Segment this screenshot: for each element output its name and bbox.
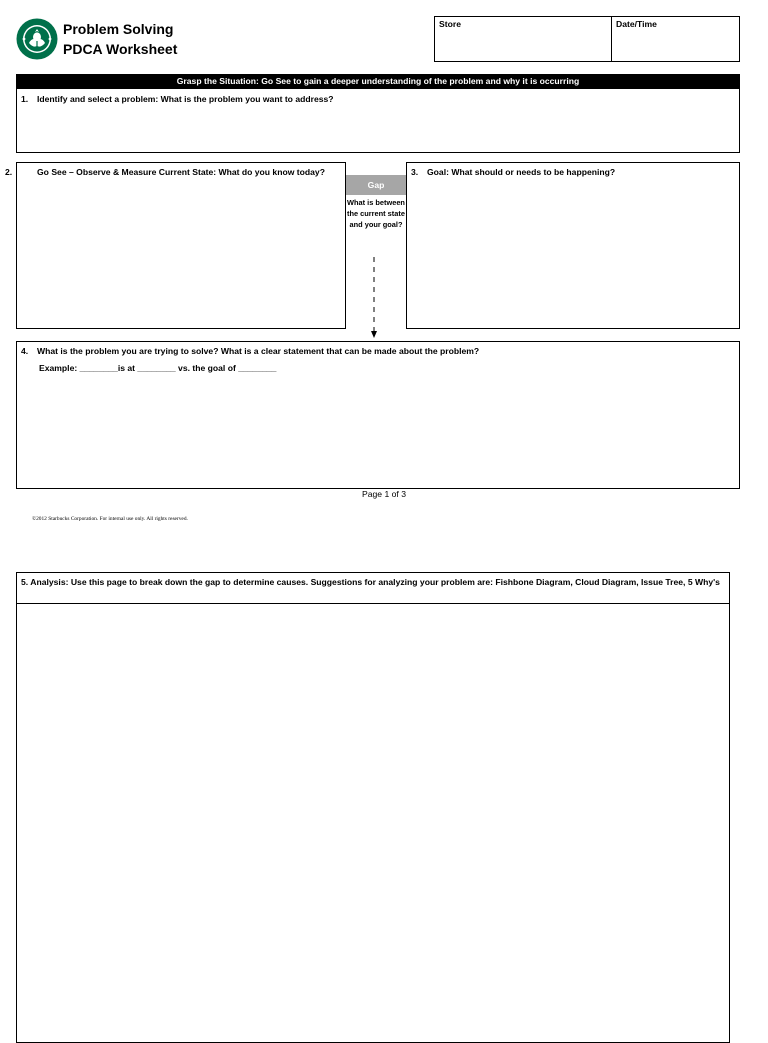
section-4-example: Example: ________is at ________ vs. the goal of ________ bbox=[39, 363, 277, 373]
section-5-analysis-area[interactable] bbox=[16, 603, 730, 1043]
section-5-question bbox=[21, 576, 725, 588]
section-4-question bbox=[21, 345, 735, 357]
section-1-box[interactable] bbox=[16, 88, 740, 153]
section-1-text: Identify and select a problem: What is the problem you want to address? bbox=[37, 94, 334, 104]
section-5-text: Analysis: Use this page to break down the gap to determine causes. Suggestions for analyzing your problem are: Fishbone Diagram, Cloud Diagram, Issue Tree, 5 Why's bbox=[30, 577, 720, 587]
section-3-box[interactable] bbox=[406, 162, 740, 329]
section-1-number: 1. bbox=[21, 94, 29, 104]
copyright-notice: ©2012 Starbucks Corporation. For internal use only. All rights reserved. bbox=[32, 516, 188, 522]
gap-label: Gap bbox=[346, 175, 406, 195]
starbucks-logo-icon bbox=[16, 18, 58, 60]
datetime-field[interactable] bbox=[611, 16, 740, 62]
section-1-question bbox=[21, 93, 735, 105]
section-4-text: What is the problem you are trying to solve? What is a clear statement that can be made about the problem? bbox=[37, 346, 480, 356]
section-2-question bbox=[5, 166, 341, 178]
section-5-header bbox=[16, 572, 730, 604]
title-line-1: Problem Solving bbox=[63, 21, 174, 37]
store-label: Store bbox=[439, 19, 461, 29]
document-title bbox=[63, 19, 177, 59]
section-3-text: Goal: What should or needs to be happening? bbox=[427, 167, 616, 177]
section-2-box[interactable] bbox=[5, 162, 346, 329]
grasp-situation-banner: Grasp the Situation: Go See to gain a deeper understanding of the problem and why it is occurring bbox=[16, 74, 740, 89]
section-3-question bbox=[411, 166, 735, 178]
section-2-number: 2. bbox=[5, 167, 13, 177]
section-2-text: Go See – Observe & Measure Current State: What do you know today? bbox=[37, 167, 325, 177]
datetime-label: Date/Time bbox=[616, 19, 657, 29]
section-5-number: 5. bbox=[21, 577, 29, 587]
title-line-2: PDCA Worksheet bbox=[63, 41, 178, 57]
section-3-number: 3. bbox=[411, 167, 419, 177]
section-4-box[interactable] bbox=[16, 341, 740, 489]
store-field[interactable] bbox=[434, 16, 612, 62]
page-number: Page 1 of 3 bbox=[362, 489, 406, 499]
section-4-number: 4. bbox=[21, 346, 29, 356]
gap-description: What is between the current state and your goal? bbox=[347, 198, 405, 229]
dashed-down-arrow-icon bbox=[366, 255, 382, 341]
